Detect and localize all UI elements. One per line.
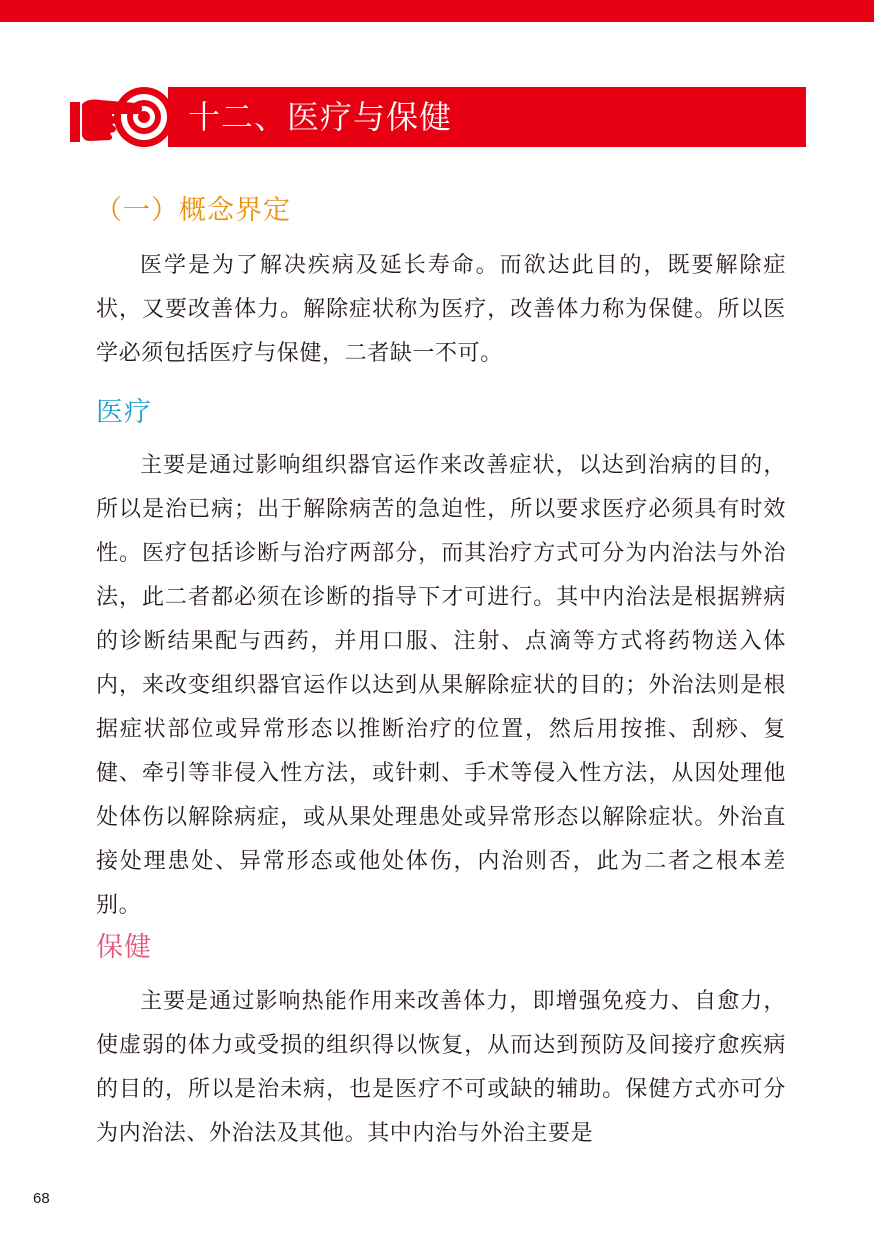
health-paragraph: 主要是通过影响热能作用来改善体力，即增强免疫力、自愈力，使虚弱的体力或受损的组织得以恢复，从而达到预防及间接疗愈疾病的目的，所以是治未病，也是医疗不可或缺的辅助。保健方式亦可分为内治法、外治法及其他。其中内治与外治主要是 <box>96 989 786 1146</box>
medical-paragraph: 主要是通过影响组织器官运作来改善症状，以达到治病的目的，所以是治已病；出于解除病苦的急迫性，所以要求医疗必须具有时效性。医疗包括诊断与治疗两部分，而其治疗方式可分为内治法与外治法，此二者都必须在诊断的指导下才可进行。其中内治法是根据辨病的诊断结果配与西药，并用口服、注射、点滴等方式将药物送入体内，来改变组织器官运作以达到从果解除症状的目的；外治法则是根据症状部位或异常形态以推断治疗的位置，然后用按推、刮痧、复健、牵引等非侵入性方法，或针刺、手术等侵入性方法，从因处理他处体伤以解除病症，或从果处理患处或异常形态以解除症状。外治直接处理患处、异常形态或他处体伤，内治则否，此为二者之根本差别。 <box>96 453 786 918</box>
top-accent-bar <box>0 0 874 22</box>
health-heading: 保健 <box>96 932 152 963</box>
intro-paragraph: 医学是为了解决疾病及延长寿命。而欲达此目的，既要解除症状，又要改善体力。解除症状称为医疗，改善体力称为保健。所以医学必须包括医疗与保健，二者缺一不可。 <box>96 253 786 366</box>
chapter-title: 十二、医疗与保健 <box>188 98 453 136</box>
section-heading: （一）概念界定 <box>95 195 291 226</box>
pointing-hand-target-icon <box>66 84 174 150</box>
medical-heading: 医疗 <box>96 397 152 428</box>
page-number: 68 <box>33 1190 50 1207</box>
